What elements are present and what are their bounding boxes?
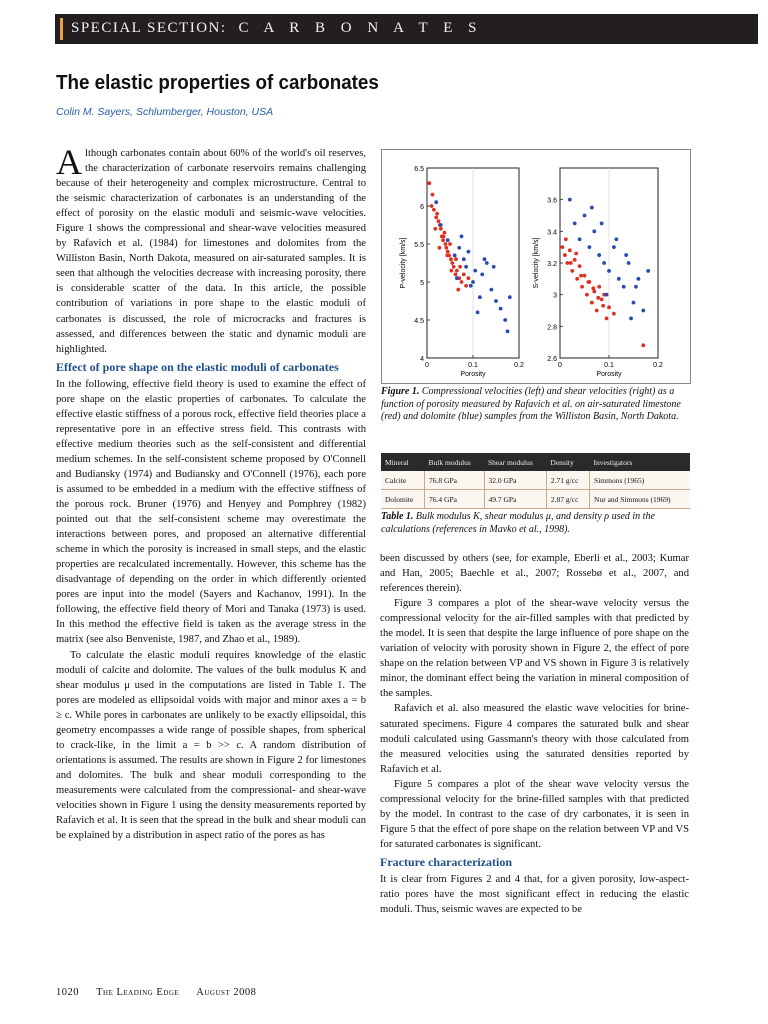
limestone-point [575,277,579,281]
limestone-point [574,252,578,256]
x-tick-label: 0.1 [604,362,614,369]
dolomite-point [590,206,594,210]
right-column [380,551,689,917]
dolomite-point [490,288,494,292]
limestone-point [641,343,645,347]
dolomite-point [617,277,621,281]
limestone-point [449,269,453,273]
dolomite-point [627,261,631,265]
table-header-cell: Shear modulus [484,453,546,471]
dolomite-point [480,273,484,277]
limestone-point [467,276,471,280]
journal-name: The Leading Edge [96,987,180,998]
limestone-point [458,265,462,269]
dolomite-point [588,245,592,249]
dolomite-point [494,299,498,303]
page-number: 1020 [56,987,79,998]
dolomite-point [573,222,577,226]
limestone-point [445,254,449,258]
table-1 [381,453,690,509]
intro-paragraph [56,142,366,357]
dolomite-point [637,277,641,281]
limestone-point [427,181,431,185]
limestone-point [601,304,605,308]
limestone-point [596,296,600,300]
section-header [55,14,758,44]
article-author: Colin M. Sayers, Schlumberger, Houston, USA [56,106,274,118]
limestone-point [597,285,601,289]
y-tick-label: 2.6 [547,356,557,363]
y-axis-label: P-velocity [km/s] [400,237,407,289]
limestone-point [605,317,609,321]
dolomite-point [629,317,633,321]
x-axis-label: Porosity [596,371,622,378]
limestone-point [454,273,458,277]
dolomite-point [460,235,464,239]
limestone-point [446,250,450,254]
y-tick-label: 4 [420,356,424,363]
dolomite-point [641,309,645,313]
y-tick-label: 6.5 [414,166,424,173]
limestone-point [442,235,446,239]
limestone-point [438,246,442,250]
dolomite-point [605,293,609,297]
header-accent-bar [60,18,63,40]
dolomite-point [607,269,611,273]
y-tick-label: 3.6 [547,197,557,205]
dolomite-point [483,257,487,261]
limestone-point [612,312,616,316]
limestone-point [607,305,611,309]
figure-1 [381,149,691,384]
section-name: C A R B O N A T E S [238,20,483,36]
dolomite-point [600,222,604,226]
table-cell: Calcite [381,471,425,490]
limestone-point [595,309,599,313]
table-header-cell: Investigators [590,453,690,471]
limestone-point [433,227,437,231]
limestone-point [444,246,448,250]
limestone-point [444,242,448,246]
limestone-point [569,261,573,265]
limestone-point [583,274,587,278]
limestone-point [454,257,458,261]
dolomite-point [471,280,475,284]
dolomite-point [503,318,507,322]
dolomite-point [457,246,461,250]
body-paragraph-2: To calculate the elastic moduli requires knowledge of the elastic moduli of calcite and dolomite. The values of the bulk modulus K and shear modulus μ used in the computations are listed in Table 1. The pores are modeled as ellipsoidal voids with major and minor axes a = b ≥ c. While pores in carbonates are unlikely to be exactly ellipsoidal, this geometry encompasses a wide range of possible shapes, from spherical to crack-like, in the limit a = b >> c. A random distribution of orientations is assumed. The results are shown in Figure 2 for limestones and dolomites. The bulk and shear moduli corresponding to the measurements were calculated from the compressional- and shear-wave velocities shown in Figure 1 using the density measurements reported by Rafavich et al. It is seen that the spread in the bulk and shear moduli can be explained by a distribution in aspect ratio of the pores as has [56,649,366,842]
limestone-point [565,261,569,265]
dolomite-point [476,311,480,315]
limestone-point [432,208,436,212]
limestone-point [430,204,434,208]
dolomite-point [467,250,471,254]
limestone-point [452,265,456,269]
dolomite-point [499,307,503,311]
dolomite-point [624,253,628,257]
y-tick-label: 6 [420,204,424,211]
figure-1-plots [382,150,690,383]
table-cell: Simmons (1965) [590,471,690,490]
dolomite-point [597,253,601,257]
dolomite-point [592,229,596,233]
limestone-point [570,269,574,273]
body-paragraph-continued: been discussed by others (see, for example, Eberli et al., 2003; Kumar and Han, 2005; Baechle et al., 2007; Rossebø et al., 2007, and references therein). [380,553,689,595]
body-paragraph-figure-3: Figure 3 compares a plot of the shear-wave velocity versus the compressional velocity for the air-filled samples with that predicted by the model. It is seen that despite the large influence of pore shape on the variation of velocity with porosity shown in Figure 2, the effect of pore shape on the relation between VP and VS shown in Figure 3 is relatively minor, the dominant effect being the variation in mineral composition of the samples. [380,598,689,700]
special-section-label: SPECIAL SECTION: [71,20,227,36]
article-title: The elastic properties of carbonates [56,72,379,94]
dolomite-point [492,265,496,269]
table-cell: 32.0 GPa [484,471,546,490]
limestone-point [455,269,459,273]
dolomite-point [634,285,638,289]
dolomite-point [462,257,466,261]
issue-date: August 2008 [196,987,257,998]
y-tick-label: 5.5 [414,242,424,249]
figure-1-caption-text: Compressional velocities (left) and shear velocities (right) as a function of porosity measured by Rafavich et al. on air-saturated limestone (red) and dolomite (blue) samples from the Williston Basin, North Dakota. [381,386,681,422]
limestone-point [441,238,445,242]
y-tick-label: 4.5 [414,318,424,325]
limestone-point [434,216,438,220]
dolomite-point [478,295,482,299]
limestone-point [585,293,589,297]
table-1-caption-text: Bulk modulus K, shear modulus μ, and density ρ used in the calculations (references in Mavko et al., 1998). [381,511,655,535]
y-tick-label: 3.4 [547,229,557,237]
dolomite-point [578,237,582,241]
header-text [71,20,482,37]
dolomite-point [632,301,636,305]
dolomite-point [446,238,450,242]
dolomite-point [583,214,587,218]
y-tick-label: 3.2 [547,261,557,268]
section-heading-fracture: Fracture characterization [380,854,513,869]
x-tick-label: 0.2 [653,362,663,369]
limestone-point [587,280,591,284]
section-heading-pore-shape: Effect of pore shape on the elastic moduli of carbonates [56,359,339,374]
limestone-point [568,248,572,252]
dolomite-point [455,276,459,280]
limestone-point [561,245,565,249]
limestone-point [435,212,439,216]
limestone-point [591,286,595,290]
dolomite-point [473,269,477,273]
dolomite-point [568,198,572,202]
table-1-label: Table 1. [381,511,414,522]
y-tick-label: 2.8 [547,324,557,332]
limestone-point [450,261,454,265]
table-header-cell: Bulk modulus [425,453,484,471]
x-tick-label: 0.2 [514,362,524,369]
y-tick-label: 5 [420,280,424,287]
table-cell: Nur and Simmons (1969) [590,490,690,509]
left-column [56,142,366,843]
dolomite-point [612,245,616,249]
dolomite-point [622,285,626,289]
table-cell: 2.87 g/cc [546,490,589,509]
table-cell: 2.71 g/cc [546,471,589,490]
table-header-row [381,453,690,471]
figure-1-label: Figure 1. [381,386,420,397]
dolomite-point [506,330,510,334]
dolomite-point [508,295,512,299]
table-1-caption [381,511,690,536]
dolomite-point [464,265,468,269]
limestone-point [600,298,604,302]
body-paragraph-1: In the following, effective field theory is used to examine the effect of pore shape on the elastic properties of carbonates. To calculate the effective elastic stiffness of a porous rock, effective field theories place a representative pore in an effective stress field. This contrasts with effective medium theories such as the self-consistent and differential medium schemes. In the self-consistent scheme proposed by O'Connell and Budiansky (1974) and Budiansky and O'Connell (1976), each pore is assumed to be embedded in a medium with the effective stiffness of the porous rock. Bruner (1976) and Henyey and Pomphrey (1982) pointed out that the self-consistent scheme may overestimate the interactions between pores, and proposed an alternative differential scheme in which the porosity is increased in small steps, and the elastic properties are recalculated incrementally. However, this scheme has the disadvantage of depending on the order in which differently oriented pores are input into the model (Sayers and Kachanov, 1991). In the following, the effective field theory of Mori and Tanaka (1973) is used. In this method the effective field is taken as the average stress in the matrix (see also Benveniste, 1987, and Zhao et al., 1989). [56,378,366,646]
table-cell: 76.8 GPa [425,471,484,490]
y-axis-label: S-velocity [km/s] [533,237,540,289]
limestone-point [578,264,582,268]
limestone-point [449,257,453,261]
limestone-point [590,301,594,305]
body-paragraph-figure-5: Figure 5 compares a plot of the shear wave velocity versus the compressional velocity for the brine-filled samples with that predicted by the model. In contrast to the case of dry carbonates, it is seen in Figure 5 that the effect of pore shape on the relation between VP and VS for saturated carbonates is significant. [380,778,689,850]
limestone-point [580,285,584,289]
x-tick-label: 0.1 [468,362,478,369]
y-tick-label: 3 [553,292,557,300]
limestone-point [464,284,468,288]
dolomite-point [453,254,457,258]
page-footer [56,987,270,998]
body-paragraph-fracture: It is clear from Figures 2 and 4 that, for a given porosity, low-aspect-ratio pores have the most significant effect in reducing the elastic moduli. Thus, seismic waves are expected to be [380,873,689,916]
dolomite-point [646,269,650,273]
limestone-point [573,258,577,262]
body-paragraph-brine: Rafavich et al. also measured the elastic wave velocities for brine-saturated specimens. Figure 4 compares the saturated bulk and shear moduli calculated using Gassmann's theory with those calculated from the measured velocities using the saturated densities reported by Rafavich et al. [380,703,689,775]
dolomite-point [439,223,443,227]
figure-1-caption [381,386,690,424]
table-header-cell: Mineral [381,453,425,471]
limestone-point [437,219,441,223]
table-cell: 76.4 GPa [425,490,484,509]
dolomite-point [434,200,438,204]
table-cell: 49.7 GPa [484,490,546,509]
table-header-cell: Density [546,453,589,471]
dolomite-point [614,237,618,241]
table-row [381,490,690,509]
dolomite-point [485,261,489,265]
limestone-point [579,274,583,278]
limestone-point [564,237,568,241]
limestone-point [460,280,464,284]
limestone-point [462,273,466,277]
x-axis-label: Porosity [460,371,486,378]
table-cell: Dolomite [381,490,425,509]
limestone-point [439,227,443,231]
limestone-point [456,288,460,292]
intro-text: lthough carbonates contain about 60% of the world's oil reserves, the characterization of carbonate reservoirs remains challenging because of their heterogeneity and complex microstructure. Central to the seismic characterization of carbonates is an understanding of the effect of porosity on the elastic moduli and seismic-wave velocities. Figure 1 shows the compressional and shear-wave velocities measured by Rafavich et al. (1984) for limestones and dolomites from the Williston Basin, North Dakota, measured on air-saturated samples. It is seen that although the velocities decrease with increasing porosity, there is considerable scatter of the data. In this article, the possible contribution of variations in pore shape to the elastic moduli of carbonates is discussed, the role of microcracks and fractures is assessed, and differences between the static and dynamic moduli are highlighted. [56,148,366,355]
limestone-point [443,231,447,235]
dolomite-point [602,261,606,265]
x-tick-label: 0 [558,362,562,369]
limestone-point [448,242,452,246]
x-tick-label: 0 [425,362,429,369]
table-row [381,471,690,490]
limestone-point [563,253,567,257]
dolomite-point [469,284,473,288]
limestone-point [431,193,435,197]
drop-cap: A [56,142,82,182]
